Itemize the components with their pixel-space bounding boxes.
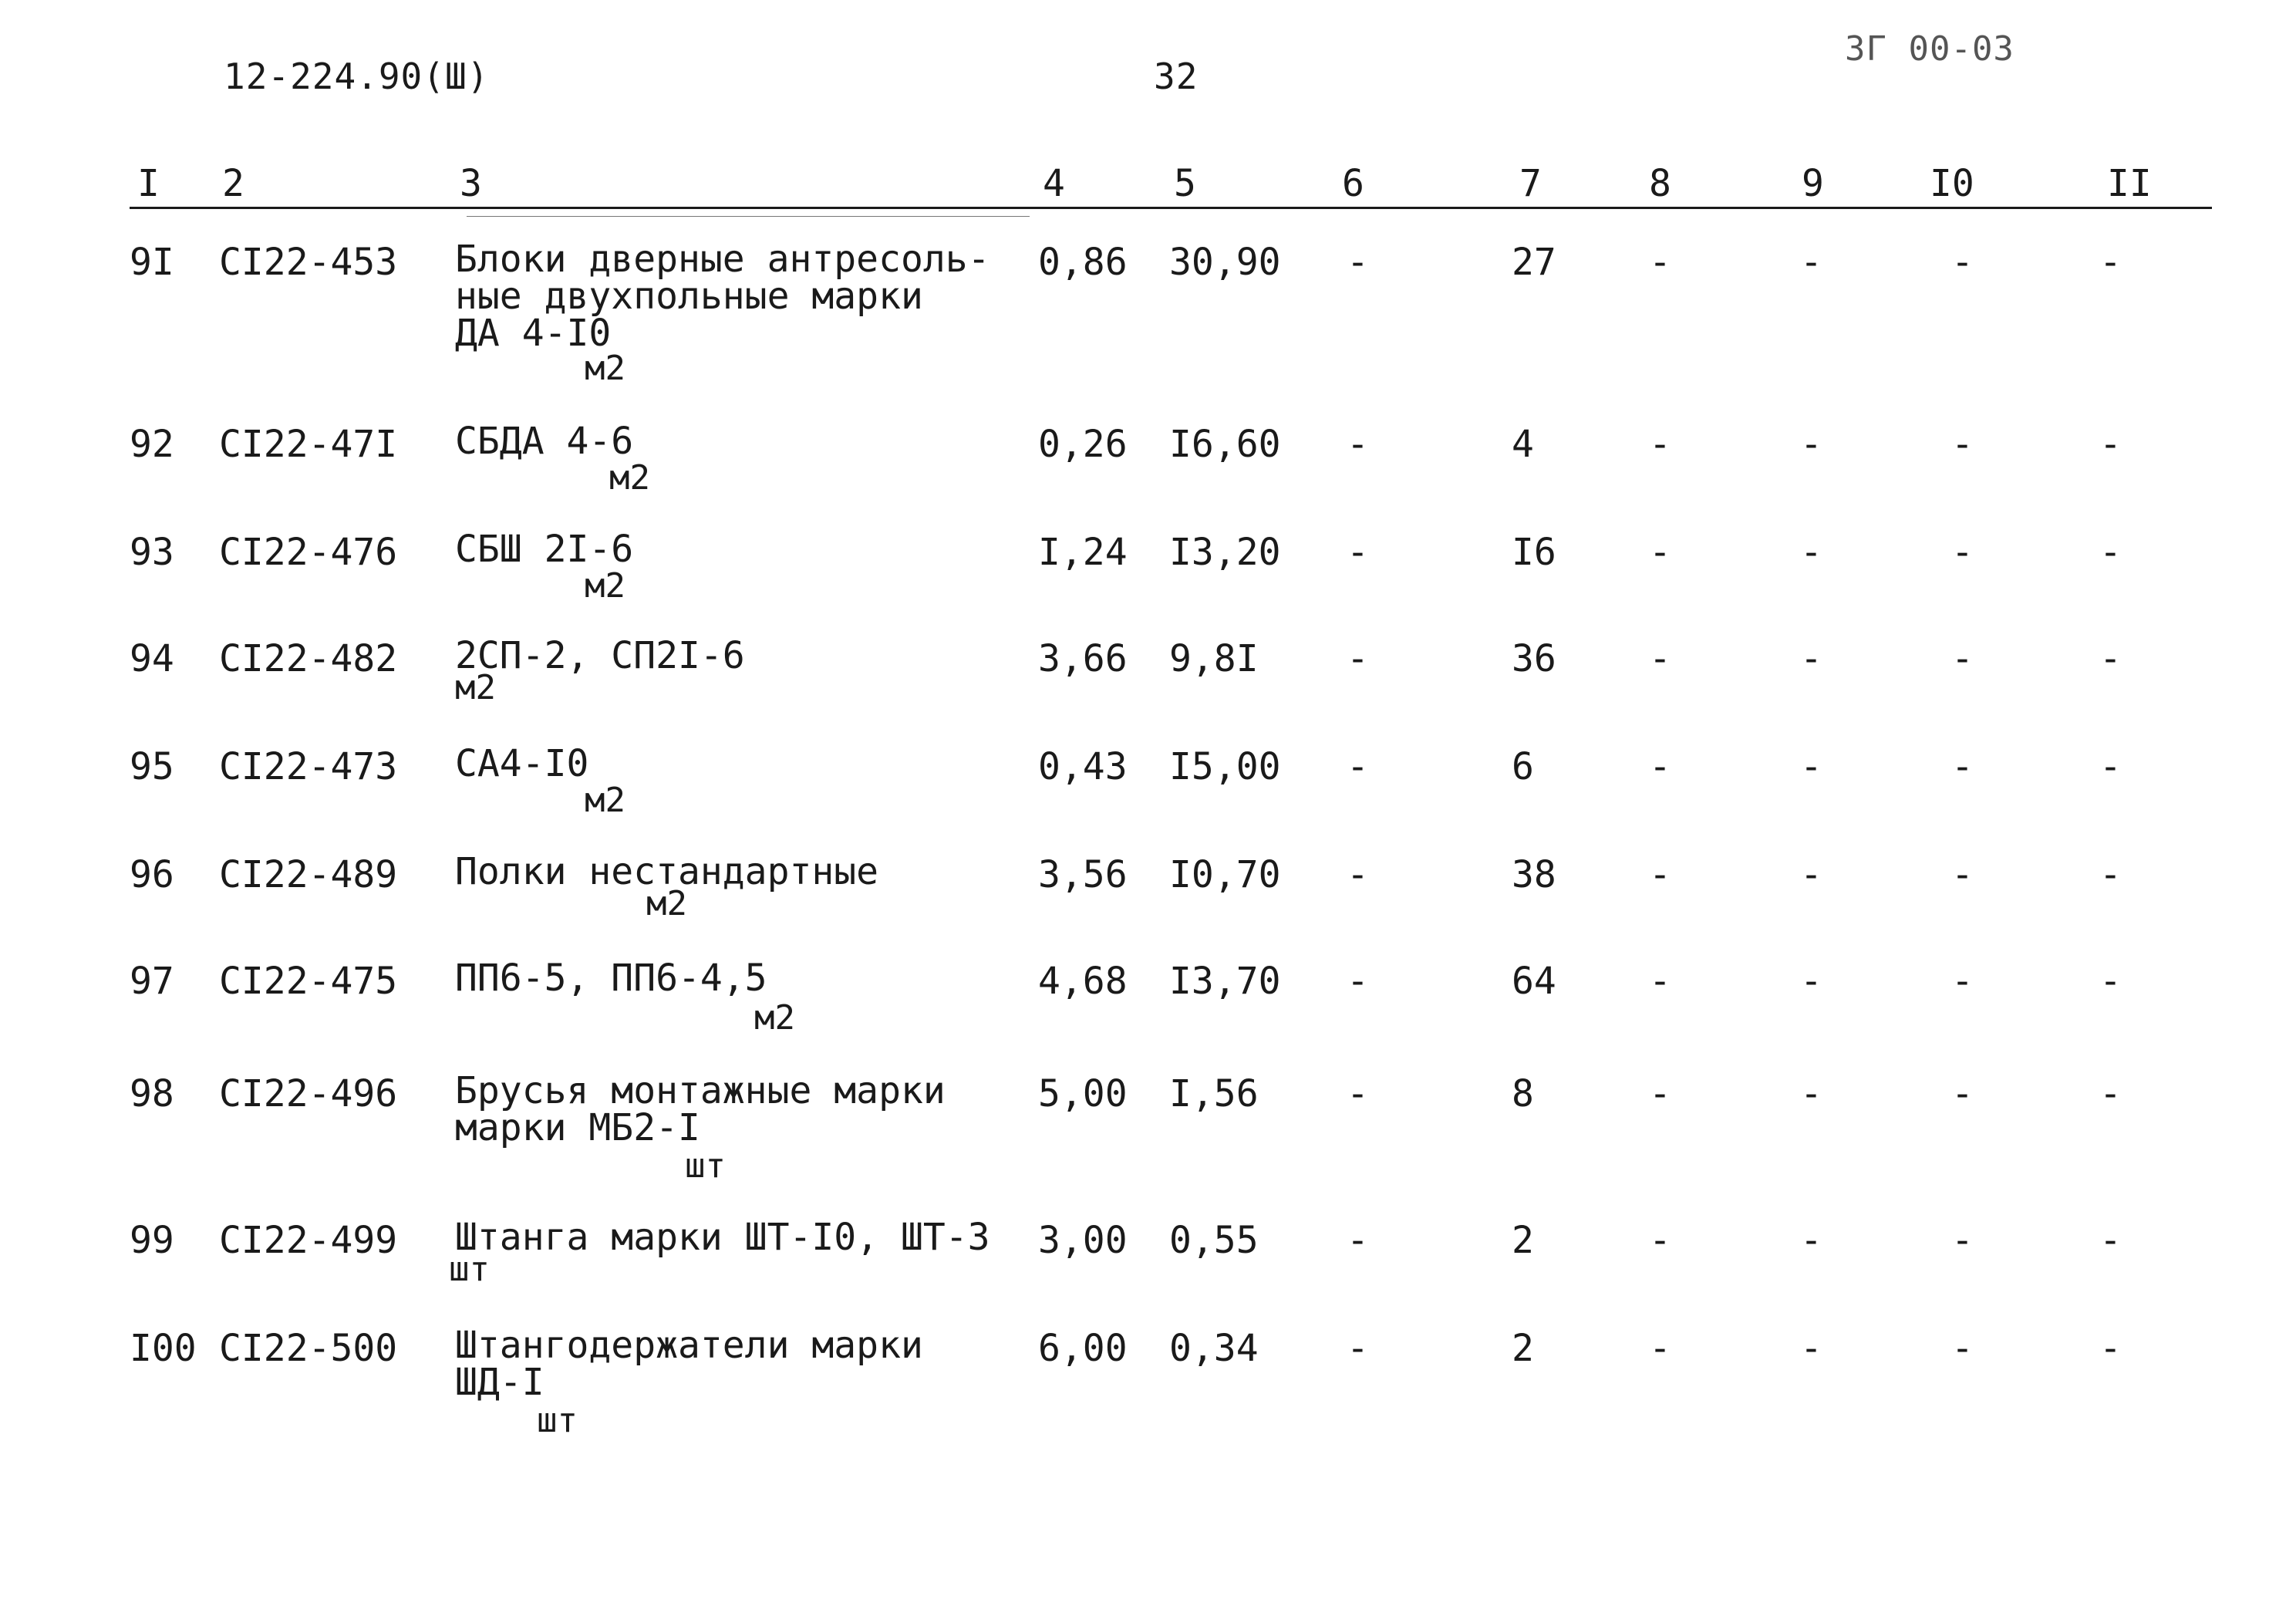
cell-num: 95	[130, 745, 174, 788]
cell-c10: -	[1951, 960, 1974, 1003]
cell-c6: -	[1347, 745, 1369, 788]
name-line: Штангодержатели марки	[455, 1324, 923, 1367]
cell-c5: I5,00	[1169, 745, 1281, 788]
name-line: Брусья монтажные марки	[455, 1069, 946, 1112]
column-header: 5	[1174, 162, 1196, 205]
header-dash-line	[467, 216, 1030, 217]
cell-c4: 4,68	[1038, 960, 1128, 1003]
cell-name	[455, 1069, 946, 1149]
document-code: 12-224.90(Ш)	[224, 56, 490, 97]
cell-num: 96	[130, 853, 174, 896]
cell-code: CI22-482	[219, 637, 398, 680]
page-number: 32	[1154, 56, 1199, 97]
cell-c5: I,56	[1169, 1072, 1259, 1115]
cell-c7: 6	[1512, 745, 1534, 788]
cell-code: CI22-453	[219, 241, 398, 284]
cell-code: CI22-489	[219, 853, 398, 896]
cell-c11: -	[2099, 241, 2122, 284]
name-line: Штанга марки ШТ-I0, ШТ-3	[455, 1216, 990, 1259]
cell-c5: I3,20	[1169, 531, 1281, 574]
cell-c10: -	[1951, 745, 1974, 788]
cell-num: I00	[130, 1327, 197, 1370]
cell-c8: -	[1649, 960, 1671, 1003]
cell-c7: 36	[1512, 637, 1556, 680]
cell-c4: I,24	[1038, 531, 1128, 574]
name-line: ДА 4-I0	[455, 312, 612, 355]
cell-c8: -	[1649, 1327, 1671, 1370]
cell-c6: -	[1347, 853, 1369, 896]
cell-c8: -	[1649, 241, 1671, 284]
unit-label: м2	[609, 458, 650, 498]
cell-c9: -	[1800, 1072, 1822, 1115]
cell-c10: -	[1951, 1327, 1974, 1370]
cell-c6: -	[1347, 1072, 1369, 1115]
column-header: 4	[1043, 162, 1065, 205]
cell-name	[455, 957, 767, 1000]
cell-name	[455, 420, 634, 463]
cell-code: CI22-499	[219, 1219, 398, 1262]
cell-c5: I6,60	[1169, 423, 1281, 466]
unit-label: м2	[585, 566, 625, 606]
cell-c5: 9,8I	[1169, 637, 1259, 680]
cell-c10: -	[1951, 637, 1974, 680]
cell-name	[455, 1324, 923, 1404]
cell-code: CI22-496	[219, 1072, 398, 1115]
stamp-number: ЗГ 00-03	[1845, 29, 2014, 69]
cell-c6: -	[1347, 1219, 1369, 1262]
name-line: Блоки дверные антресоль-	[455, 238, 990, 281]
cell-c4: 3,00	[1038, 1219, 1128, 1262]
column-header: 6	[1342, 162, 1364, 205]
cell-c11: -	[2099, 423, 2122, 466]
cell-c10: -	[1951, 423, 1974, 466]
column-header: 9	[1802, 162, 1824, 205]
cell-c6: -	[1347, 241, 1369, 284]
unit-label: м2	[754, 998, 795, 1038]
name-line: ПП6-5, ПП6-4,5	[455, 957, 767, 1000]
cell-c7: 2	[1512, 1219, 1534, 1262]
column-header: II	[2107, 162, 2152, 205]
cell-num: 99	[130, 1219, 174, 1262]
cell-c8: -	[1649, 531, 1671, 574]
cell-c4: 0,26	[1038, 423, 1128, 466]
cell-c4: 3,66	[1038, 637, 1128, 680]
cell-c11: -	[2099, 1327, 2122, 1370]
cell-num: 92	[130, 423, 174, 466]
cell-c7: 2	[1512, 1327, 1534, 1370]
cell-c7: I6	[1512, 531, 1556, 574]
column-header: 7	[1519, 162, 1542, 205]
cell-code: CI22-500	[219, 1327, 398, 1370]
cell-c5: 0,55	[1169, 1219, 1259, 1262]
cell-c7: 4	[1512, 423, 1534, 466]
column-header: I	[137, 162, 160, 205]
unit-label: шт	[537, 1401, 578, 1440]
cell-c7: 8	[1512, 1072, 1534, 1115]
unit-label: м2	[646, 884, 687, 923]
cell-c4: 0,43	[1038, 745, 1128, 788]
unit-label: м2	[585, 781, 625, 820]
cell-code: CI22-47I	[219, 423, 398, 466]
cell-c11: -	[2099, 1072, 2122, 1115]
cell-c5: 0,34	[1169, 1327, 1259, 1370]
cell-c4: 0,86	[1038, 241, 1128, 284]
cell-c9: -	[1800, 1327, 1822, 1370]
cell-c7: 64	[1512, 960, 1556, 1003]
column-header: 8	[1649, 162, 1671, 205]
cell-c6: -	[1347, 423, 1369, 466]
cell-code: CI22-475	[219, 960, 398, 1003]
cell-c11: -	[2099, 637, 2122, 680]
cell-c9: -	[1800, 637, 1822, 680]
column-header: 2	[222, 162, 244, 205]
name-line: 2СП-2, СП2I-6	[455, 634, 745, 677]
cell-c11: -	[2099, 1219, 2122, 1262]
cell-c4: 5,00	[1038, 1072, 1128, 1115]
cell-c5: I3,70	[1169, 960, 1281, 1003]
cell-c10: -	[1951, 531, 1974, 574]
unit-label: шт	[685, 1146, 726, 1186]
cell-c10: -	[1951, 1072, 1974, 1115]
cell-code: CI22-476	[219, 531, 398, 574]
cell-c8: -	[1649, 637, 1671, 680]
column-header: I0	[1930, 162, 1974, 205]
cell-c9: -	[1800, 241, 1822, 284]
cell-num: 93	[130, 531, 174, 574]
cell-c8: -	[1649, 745, 1671, 788]
cell-name	[455, 238, 990, 355]
cell-c9: -	[1800, 423, 1822, 466]
cell-c6: -	[1347, 1327, 1369, 1370]
cell-c11: -	[2099, 745, 2122, 788]
name-line: СБШ 2I-6	[455, 528, 634, 571]
cell-c4: 6,00	[1038, 1327, 1128, 1370]
cell-c9: -	[1800, 960, 1822, 1003]
cell-c6: -	[1347, 960, 1369, 1003]
cell-c11: -	[2099, 853, 2122, 896]
name-line: ШД-I	[455, 1361, 544, 1404]
cell-c9: -	[1800, 853, 1822, 896]
cell-c8: -	[1649, 1219, 1671, 1262]
cell-name	[455, 742, 589, 785]
cell-c8: -	[1649, 423, 1671, 466]
cell-name	[455, 1216, 990, 1259]
cell-c10: -	[1951, 853, 1974, 896]
column-header: 3	[460, 162, 482, 205]
cell-name	[455, 528, 634, 571]
cell-num: 94	[130, 637, 174, 680]
header-rule	[130, 207, 2212, 209]
cell-c5: 30,90	[1169, 241, 1281, 284]
cell-c11: -	[2099, 531, 2122, 574]
cell-c11: -	[2099, 960, 2122, 1003]
cell-code: CI22-473	[219, 745, 398, 788]
name-line: ные двухпольные марки	[455, 275, 923, 318]
name-line: Полки нестандартные	[455, 850, 879, 893]
cell-c7: 38	[1512, 853, 1556, 896]
cell-c6: -	[1347, 531, 1369, 574]
cell-c7: 27	[1512, 241, 1556, 284]
cell-num: 97	[130, 960, 174, 1003]
cell-c6: -	[1347, 637, 1369, 680]
name-line: СБДА 4-6	[455, 420, 634, 463]
cell-num: 9I	[130, 241, 174, 284]
cell-c9: -	[1800, 1219, 1822, 1262]
cell-c9: -	[1800, 745, 1822, 788]
cell-c4: 3,56	[1038, 853, 1128, 896]
cell-c10: -	[1951, 1219, 1974, 1262]
cell-c8: -	[1649, 853, 1671, 896]
name-line: СА4-I0	[455, 742, 589, 785]
unit-label: м2	[585, 349, 625, 388]
cell-name	[455, 634, 745, 677]
cell-c10: -	[1951, 241, 1974, 284]
name-line: марки МБ2-I	[455, 1106, 700, 1149]
cell-c5: I0,70	[1169, 853, 1281, 896]
unit-label: м2	[455, 668, 496, 707]
unit-label: шт	[449, 1250, 490, 1289]
cell-num: 98	[130, 1072, 174, 1115]
cell-c9: -	[1800, 531, 1822, 574]
cell-c8: -	[1649, 1072, 1671, 1115]
